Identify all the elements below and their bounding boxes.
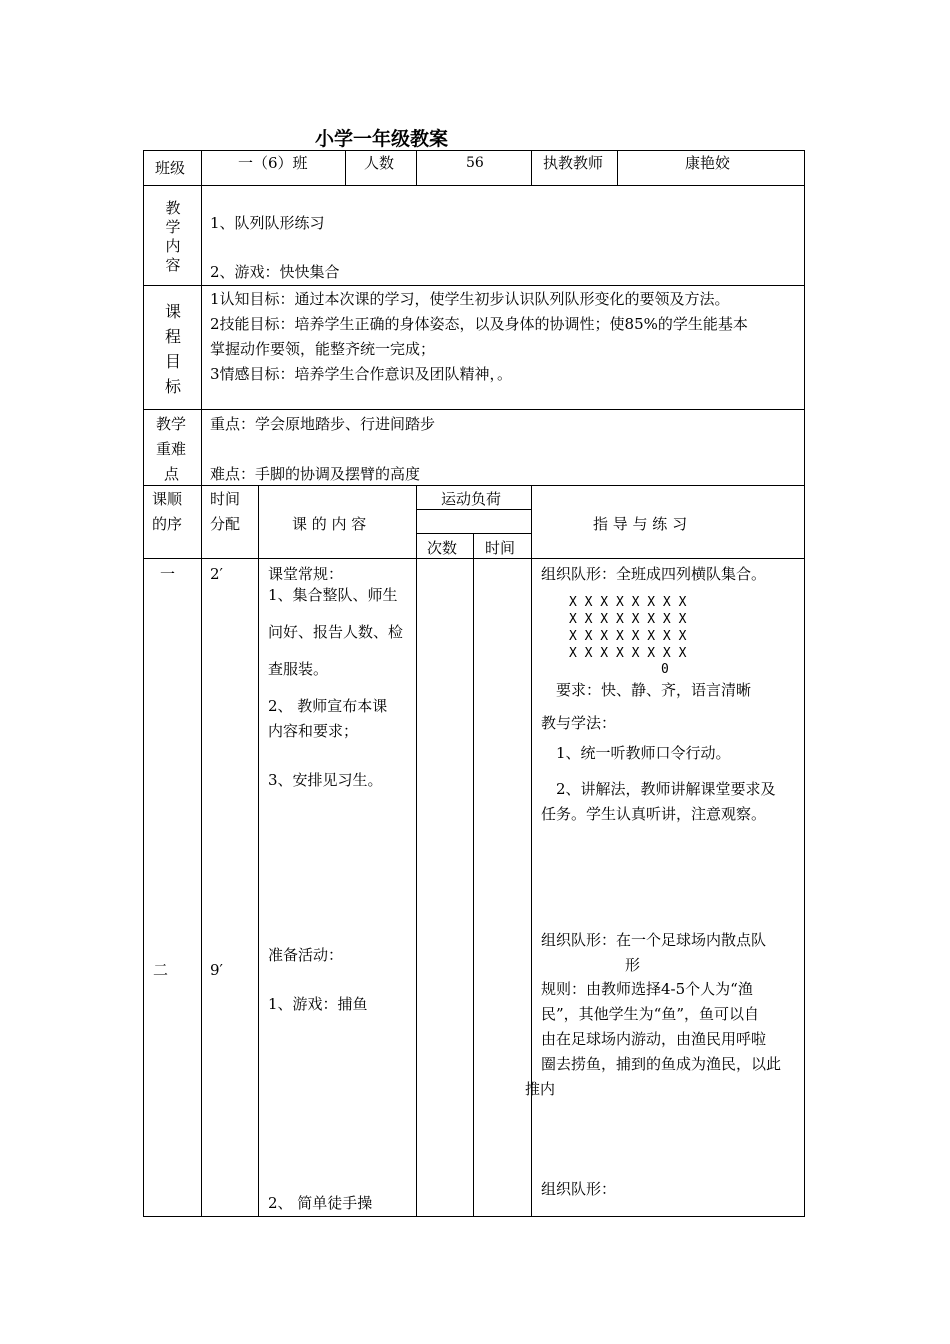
goal-emotion: 3情感目标：培养学生合作意识及团队精神，。	[210, 365, 513, 383]
guide-header: 指 导 与 练 习	[593, 515, 688, 533]
part2-guide-rule-1: 规则：由教师选择4-5个人为“渔	[541, 980, 753, 998]
class-value: 一（6）班	[238, 154, 308, 172]
teacher-position-mark: 0	[661, 662, 669, 677]
count-value: 56	[466, 155, 484, 171]
content-item-1: 1、队列队形练习	[210, 214, 325, 232]
part2-content-3: 2、 简单徒手操	[268, 1194, 373, 1212]
load-header: 运动负荷	[441, 490, 502, 508]
part2-order: 二	[153, 961, 169, 979]
goals-label: 课程目标	[164, 302, 181, 396]
order-header-1: 课顺	[152, 490, 183, 508]
part2-guide-formation: 组织队形：	[541, 1180, 617, 1198]
part2-guide-1: 组织队形：在一个足球场内散点队	[541, 931, 767, 949]
duration-header: 时间	[485, 539, 516, 557]
part2-guide-rule-3: 由在足球场内游动，由渔民用呼啦	[541, 1030, 767, 1048]
part2-guide-rule-2: 民”，其他学生为“鱼”，鱼可以自	[541, 1005, 760, 1023]
keypoints-label-3: 点	[164, 465, 180, 483]
goal-skill-cont: 掌握动作要领，能整齐统一完成；	[210, 340, 436, 358]
part2-guide-1-cont: 形	[625, 956, 641, 974]
part1-order: 一	[160, 565, 176, 583]
part1-content-2: 1、集合整队、师生	[268, 586, 398, 604]
part1-guide-method-2: 2、讲解法，教师讲解课堂要求及	[556, 780, 776, 798]
part1-guide-requirement: 要求：快、静、齐，语言清晰	[556, 681, 752, 699]
part1-guide-method-2-cont: 任务。学生认真听讲，注意观察。	[541, 805, 767, 823]
class-label: 班级	[155, 159, 186, 177]
order-header-2: 的序	[152, 515, 183, 533]
teacher-label: 执教教师	[543, 154, 604, 172]
part1-content-5: 2、 教师宣布本课	[268, 697, 388, 715]
part1-time: 2′	[210, 565, 223, 583]
part1-content-4: 查服装。	[268, 660, 329, 678]
part1-content-7: 3、安排见习生。	[268, 771, 383, 789]
part2-content-2: 1、游戏：捕鱼	[268, 995, 368, 1013]
goal-skill: 2技能目标：培养学生正确的身体姿态，以及身体的协调性；使85%的学生能基本	[210, 315, 748, 333]
content-header: 课 的 内 容	[292, 515, 367, 533]
part1-guide-1: 组织队形：全班成四列横队集合。	[541, 565, 767, 583]
formation-row-3: X X X X X X X X	[569, 629, 687, 644]
key-point: 重点：学会原地踏步、行进间踏步	[210, 415, 436, 433]
part1-guide-method-title: 教与学法：	[541, 714, 617, 732]
difficult-point: 难点：手脚的协调及摆臂的高度	[210, 465, 421, 483]
part1-guide-method-1: 1、统一听教师口令行动。	[556, 744, 731, 762]
part1-content-3: 问好、报告人数、检	[268, 623, 404, 641]
part2-content-1: 准备活动：	[268, 946, 344, 964]
times-header: 次数	[427, 539, 458, 557]
part2-time: 9′	[210, 961, 223, 979]
keypoints-label-2: 重难	[156, 440, 187, 458]
count-label: 人数	[364, 154, 395, 172]
formation-row-2: X X X X X X X X	[569, 612, 687, 627]
part2-guide-rule-5: 推内	[525, 1080, 556, 1098]
part1-content-1: 课堂常规：	[268, 565, 344, 583]
time-header-2: 分配	[210, 515, 241, 533]
page-title: 小学一年级教案	[315, 128, 449, 150]
content-item-2: 2、游戏：快快集合	[210, 263, 340, 281]
formation-row-1: X X X X X X X X	[569, 595, 687, 610]
time-header-1: 时间	[210, 490, 241, 508]
part2-guide-rule-4: 圈去捞鱼，捕到的鱼成为渔民，以此	[541, 1055, 782, 1073]
part1-content-6: 内容和要求；	[268, 722, 359, 740]
content-label: 教学内容	[165, 199, 181, 274]
goal-cognitive: 1认知目标：通过本次课的学习，使学生初步认识队列队形变化的要领及方法。	[210, 290, 730, 308]
teacher-value: 康艳姣	[685, 154, 731, 172]
formation-row-4: X X X X X X X X	[569, 646, 687, 661]
keypoints-label-1: 教学	[156, 415, 187, 433]
